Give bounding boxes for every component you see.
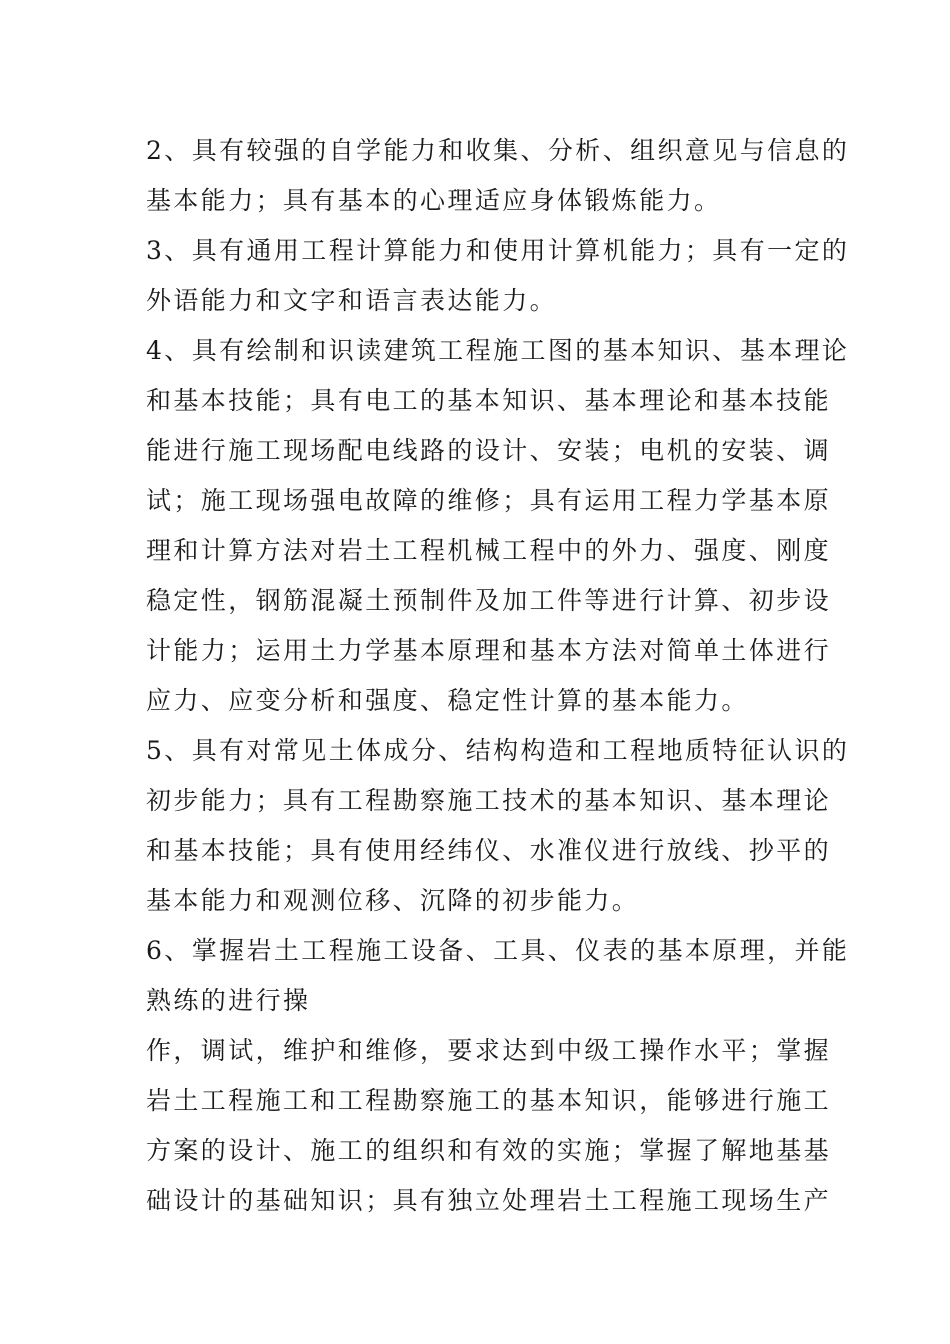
text-line: 基本能力；具有基本的心理适应身体锻炼能力。: [146, 186, 722, 215]
text-line: 2、具有较强的自学能力和收集、分析、组织意见与信息的: [146, 136, 850, 165]
text-line: 基本能力和观测位移、沉降的初步能力。: [146, 886, 640, 915]
text-line: 6、掌握岩土工程施工设备、工具、仪表的基本原理，并能: [146, 936, 850, 965]
text-line: 应力、应变分析和强度、稳定性计算的基本能力。: [146, 686, 749, 715]
text-line: 稳定性，钢筋混凝土预制件及加工件等进行计算、初步设: [146, 586, 832, 615]
text-line: 熟练的进行操: [146, 986, 311, 1015]
text-line: 础设计的基础知识；具有独立处理岩土工程施工现场生产: [146, 1186, 832, 1215]
text-line: 初步能力；具有工程勘察施工技术的基本知识、基本理论: [146, 786, 832, 815]
text-line: 试；施工现场强电故障的维修；具有运用工程力学基本原: [146, 486, 832, 515]
text-line: 方案的设计、施工的组织和有效的实施；掌握了解地基基: [146, 1136, 832, 1165]
text-line: 3、具有通用工程计算能力和使用计算机能力；具有一定的: [146, 236, 850, 265]
text-line: 理和计算方法对岩土工程机械工程中的外力、强度、刚度: [146, 536, 832, 565]
text-line: 外语能力和文字和语言表达能力。: [146, 286, 558, 315]
text-line: 岩土工程施工和工程勘察施工的基本知识，能够进行施工: [146, 1086, 832, 1115]
text-line: 5、具有对常见土体成分、结构构造和工程地质特征认识的: [146, 736, 850, 765]
text-line: 和基本技能；具有电工的基本知识、基本理论和基本技能: [146, 386, 832, 415]
text-line: 能进行施工现场配电线路的设计、安装；电机的安装、调: [146, 436, 832, 465]
text-line: 4、具有绘制和识读建筑工程施工图的基本知识、基本理论: [146, 336, 850, 365]
text-line: 和基本技能；具有使用经纬仪、水准仪进行放线、抄平的: [146, 836, 832, 865]
body-text: [146, 126, 850, 1226]
text-line: 作，调试，维护和维修，要求达到中级工操作水平；掌握: [146, 1036, 832, 1065]
text-line: 计能力；运用土力学基本原理和基本方法对简单土体进行: [146, 636, 832, 665]
